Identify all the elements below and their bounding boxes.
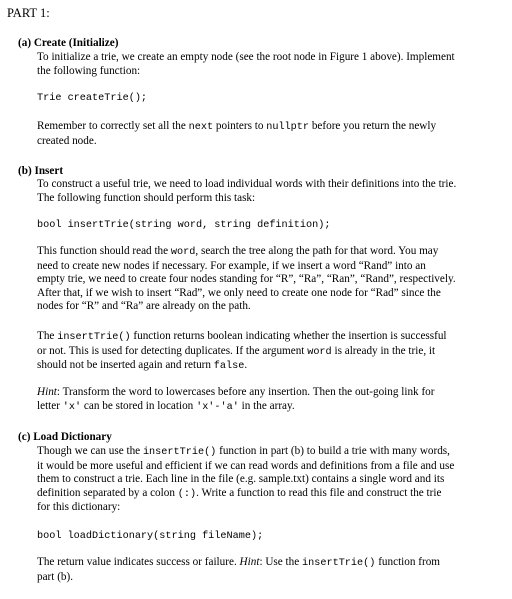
inline-code: false <box>213 361 245 373</box>
inline-code: word <box>170 247 196 258</box>
text-line: letter 'x' can be stored in location 'x'-'a' in the array. <box>37 399 295 413</box>
text-line: the following function: <box>37 64 141 77</box>
text-line: them to construct a trie. Each line in the file (e.g. sample.txt) contains a single word and its <box>37 473 445 486</box>
text-line: it would be more useful and efficient if we can read words and definitions from a file and use <box>37 459 455 472</box>
section-c-heading: (c) Load Dictionary <box>18 431 112 443</box>
section-a-note <box>37 120 499 148</box>
section-c-paragraph-1 <box>37 445 499 515</box>
text-line: The insertTrie() function returns boolean indicating whether the insertion is successful <box>37 330 447 343</box>
text-line: To construct a useful trie, we need to load individual words with their definitions into the trie. <box>37 178 457 190</box>
text-line: need to create new nodes if necessary. For example, if we insert a word “Rand” into an <box>37 259 426 272</box>
text-line: nodes for “R” and “Ra” are already on the path. <box>37 300 251 313</box>
section-b-hint <box>37 386 499 414</box>
section-b-intro <box>37 178 499 205</box>
section-b-heading: (b) Insert <box>18 165 64 177</box>
text-line: created node. <box>37 134 97 147</box>
text-line: for this dictionary: <box>37 501 121 514</box>
text-line: should not be inserted again and return false. <box>37 359 248 373</box>
text-line: To initialize a trie, we create an empty node (see the root node in Figure 1 above). Implement <box>37 51 455 63</box>
section-b-paragraph-1 <box>37 245 499 314</box>
text-line: This function should read the word, search the tree along the path for that word. You may <box>37 245 439 258</box>
text-line: definition separated by a colon (:). Write a function to read this file and construct the trie <box>37 486 442 500</box>
text-line: or not. This is used for detecting duplicates. If the argument word is already in the trie, it <box>37 344 436 358</box>
text-line: The following function should perform this task: <box>37 191 256 204</box>
text-line: After that, if we wish to insert “Rad”, we only need to create one node for “Rad” since the <box>37 286 441 299</box>
text-line: empty trie, we need to create four nodes standing for “R”, “Ra”, “Ran”, “Rand”, respectively. <box>37 273 456 286</box>
inline-code: (:) <box>177 488 197 500</box>
hint-label: Hint <box>239 556 260 568</box>
inline-code: next <box>188 122 214 133</box>
inline-code: insertTrie() <box>142 447 217 458</box>
text-line: Though we can use the insertTrie() function in part (b) to build a trie with many words, <box>37 445 450 458</box>
text-line: Remember to correctly set all the next pointers to nullptr before you return the newly <box>37 120 437 133</box>
inline-code: insertTrie() <box>57 332 131 343</box>
code-insert-trie: bool insertTrie(string word, string definition); <box>37 220 331 231</box>
inline-code: 'x' <box>62 401 82 413</box>
inline-code: insertTrie() <box>302 558 376 569</box>
code-create-trie: Trie createTrie(); <box>37 93 148 104</box>
hint-label: Hint <box>37 386 57 398</box>
text-line: Hint: Transform the word to lowercases before any insertion. Then the out-going link for <box>37 386 435 398</box>
section-b-paragraph-2 <box>37 330 499 374</box>
part-title: PART 1: <box>7 6 50 20</box>
section-a-heading: (a) Create (Initialize) <box>18 37 119 49</box>
text-line: part (b). <box>37 570 74 583</box>
inline-code: 'x'-'a' <box>196 401 239 413</box>
section-c-paragraph-2 <box>37 556 499 584</box>
section-a-intro <box>37 51 499 78</box>
inline-code: word <box>307 346 332 358</box>
code-load-dictionary: bool loadDictionary(string fileName); <box>37 531 264 542</box>
text-line: The return value indicates success or failure. Hint: Use the insertTrie() function from <box>37 556 441 569</box>
inline-code: nullptr <box>266 122 310 133</box>
